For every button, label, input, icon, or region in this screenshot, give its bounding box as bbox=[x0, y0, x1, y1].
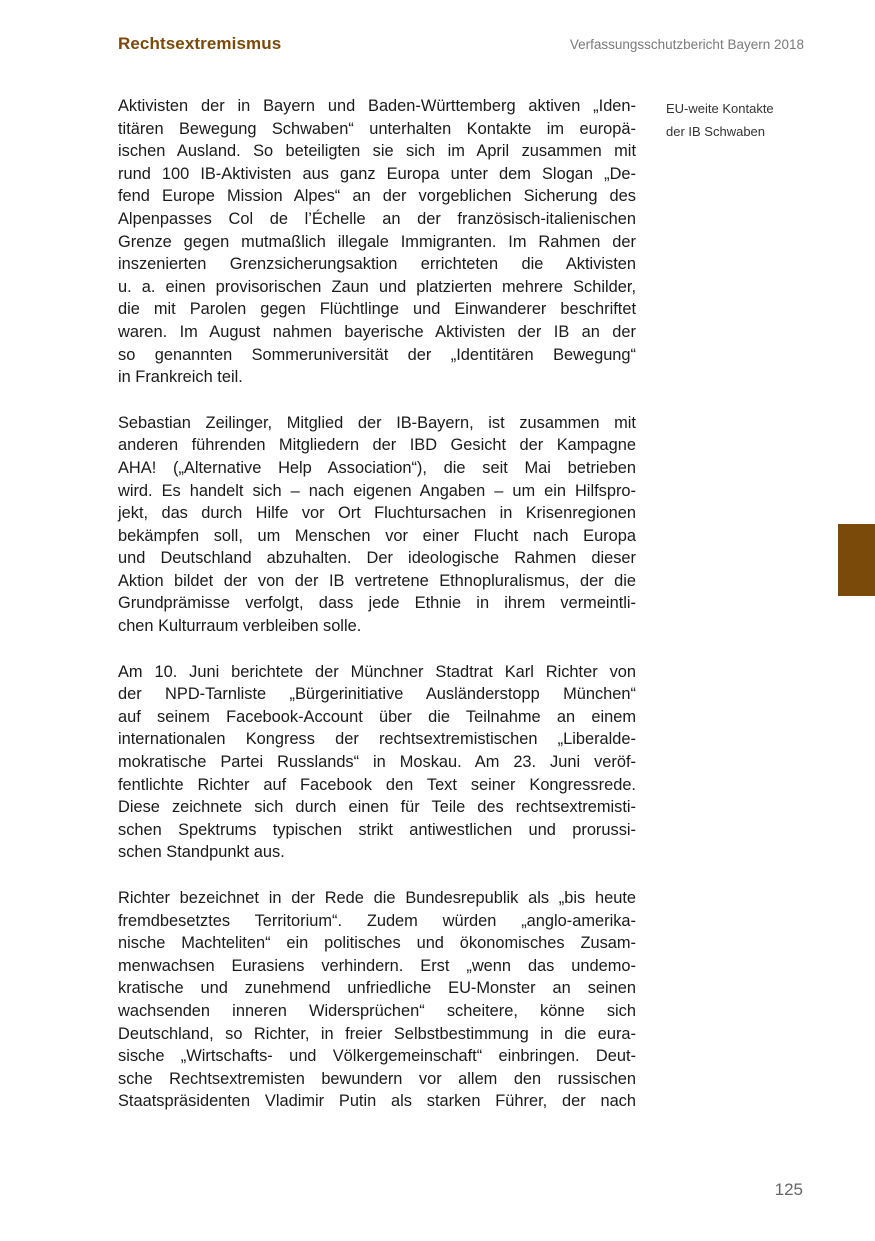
text-line: schen Spektrums typischen strikt antiwestlichen und prorussi- bbox=[118, 820, 636, 839]
publication-title: Verfassungsschutzbericht Bayern 2018 bbox=[569, 37, 804, 52]
text-line: Grenze gegen mutmaßlich illegale Immigranten. Im Rahmen der bbox=[118, 232, 636, 251]
text-line: Alpenpasses Col de l’Échelle an der französisch-italienischen bbox=[118, 209, 636, 228]
text-line: Richter bezeichnet in der Rede die Bundesrepublik als „bis heute bbox=[118, 889, 636, 907]
text-line: menwachsen Eurasiens verhindern. Erst „wenn das undemo- bbox=[118, 956, 636, 975]
text-line: Aktion bildet der von der IB vertretene Ethnopluralismus, der die bbox=[118, 571, 636, 590]
text-line: rund 100 IB-Aktivisten aus ganz Europa unter dem Slogan „De- bbox=[118, 164, 636, 183]
text-line: jekt, das durch Hilfe vor Ort Fluchtursachen in Krisenregionen bbox=[118, 504, 636, 523]
paragraph bbox=[118, 661, 636, 864]
text-line: inszenierten Grenzsicherungsaktion errichteten die Aktivisten bbox=[118, 255, 636, 274]
text-line: Diese zeichnete sich durch einen für Teile des rechtsextremisti- bbox=[118, 798, 636, 817]
text-line: waren. Im August nahmen bayerische Aktivisten der IB an der bbox=[118, 322, 636, 341]
text-line: anderen führenden Mitgliedern der IBD Gesicht der Kampagne bbox=[118, 436, 636, 455]
text-line: nische Machteliten“ ein politisches und ökonomisches Zusam- bbox=[118, 934, 636, 953]
paragraph bbox=[118, 95, 636, 389]
paragraph bbox=[118, 412, 636, 638]
page-number: 125 bbox=[774, 1180, 803, 1199]
text-line: Grundprämisse verfolgt, dass jede Ethnie in ihrem vermeintli- bbox=[118, 594, 636, 613]
text-line: mokratische Partei Russlands“ in Moskau. Am 23. Juni veröf- bbox=[118, 753, 636, 772]
text-line: chen Kulturraum verbleiben solle. bbox=[118, 617, 362, 636]
text-line: internationalen Kongress der rechtsextremistischen „Liberalde- bbox=[118, 730, 636, 749]
text-line: bekämpfen soll, um Menschen vor einer Flucht nach Europa bbox=[118, 526, 636, 545]
text-line: sche Rechtsextremisten bewundern vor allem den russischen bbox=[118, 1069, 636, 1088]
main-text-column bbox=[118, 95, 636, 1113]
text-line: die mit Parolen gegen Flüchtlinge und Einwanderer beschriftet bbox=[118, 300, 636, 319]
text-line: fremdbesetztes Territorium“. Zudem würden „anglo-amerika- bbox=[118, 911, 636, 930]
text-line: in Frankreich teil. bbox=[118, 368, 243, 387]
text-line: wachsenden inneren Widersprüchen“ scheitere, könne sich bbox=[118, 1001, 636, 1020]
text-line: fentlichte Richter auf Facebook den Text seiner Kongressrede. bbox=[118, 775, 636, 794]
text-line: ischen Ausland. So beteiligten sie sich im April zusammen mit bbox=[118, 142, 636, 161]
margin-note-line: der IB Schwaben bbox=[666, 123, 766, 139]
text-line: Staatspräsidenten Vladimir Putin als starken Führer, der nach bbox=[118, 1092, 636, 1111]
text-line: u. a. einen provisorischen Zaun und platzierten mehrere Schilder, bbox=[118, 277, 636, 296]
text-line: titären Bewegung Schwaben“ unterhalten Kontakte im europä- bbox=[118, 119, 636, 138]
chapter-tab-marker bbox=[838, 524, 875, 596]
margin-note bbox=[666, 98, 806, 143]
text-line: fend Europe Mission Alpes“ an der vorgeblichen Sicherung des bbox=[118, 187, 636, 206]
text-line: sische „Wirtschafts- und Völkergemeinschaft“ einbringen. Deut- bbox=[118, 1047, 636, 1066]
paragraph bbox=[118, 887, 636, 1113]
text-line: so genannten Sommeruniversität der „Identitären Bewegung“ bbox=[118, 345, 636, 364]
text-line: auf seinem Facebook-Account über die Teilnahme an einem bbox=[118, 707, 636, 726]
margin-note-line: EU-weite Kontakte bbox=[666, 101, 774, 116]
text-line: wird. Es handelt sich – nach eigenen Angaben – um ein Hilfspro- bbox=[118, 481, 636, 500]
section-title: Rechtsextremismus bbox=[118, 34, 282, 53]
text-line: Am 10. Juni berichtete der Münchner Stadtrat Karl Richter von bbox=[118, 662, 636, 681]
text-line: kratische und zunehmend unfriedliche EU-Monster an seinen bbox=[118, 979, 636, 998]
text-line: der NPD-Tarnliste „Bürgerinitiative Ausländerstopp München“ bbox=[118, 685, 636, 704]
text-line: AHA! („Alternative Help Association“), die seit Mai betrieben bbox=[118, 458, 636, 477]
text-line: schen Standpunkt aus. bbox=[118, 843, 285, 862]
text-line: Sebastian Zeilinger, Mitglied der IB-Bayern, ist zusammen mit bbox=[118, 413, 636, 432]
text-line: Aktivisten der in Bayern und Baden-Württemberg aktiven „Iden- bbox=[118, 97, 636, 115]
text-line: Deutschland, so Richter, in freier Selbstbestimmung in die eura- bbox=[118, 1024, 636, 1043]
text-line: und Deutschland abzuhalten. Der ideologische Rahmen dieser bbox=[118, 549, 636, 568]
